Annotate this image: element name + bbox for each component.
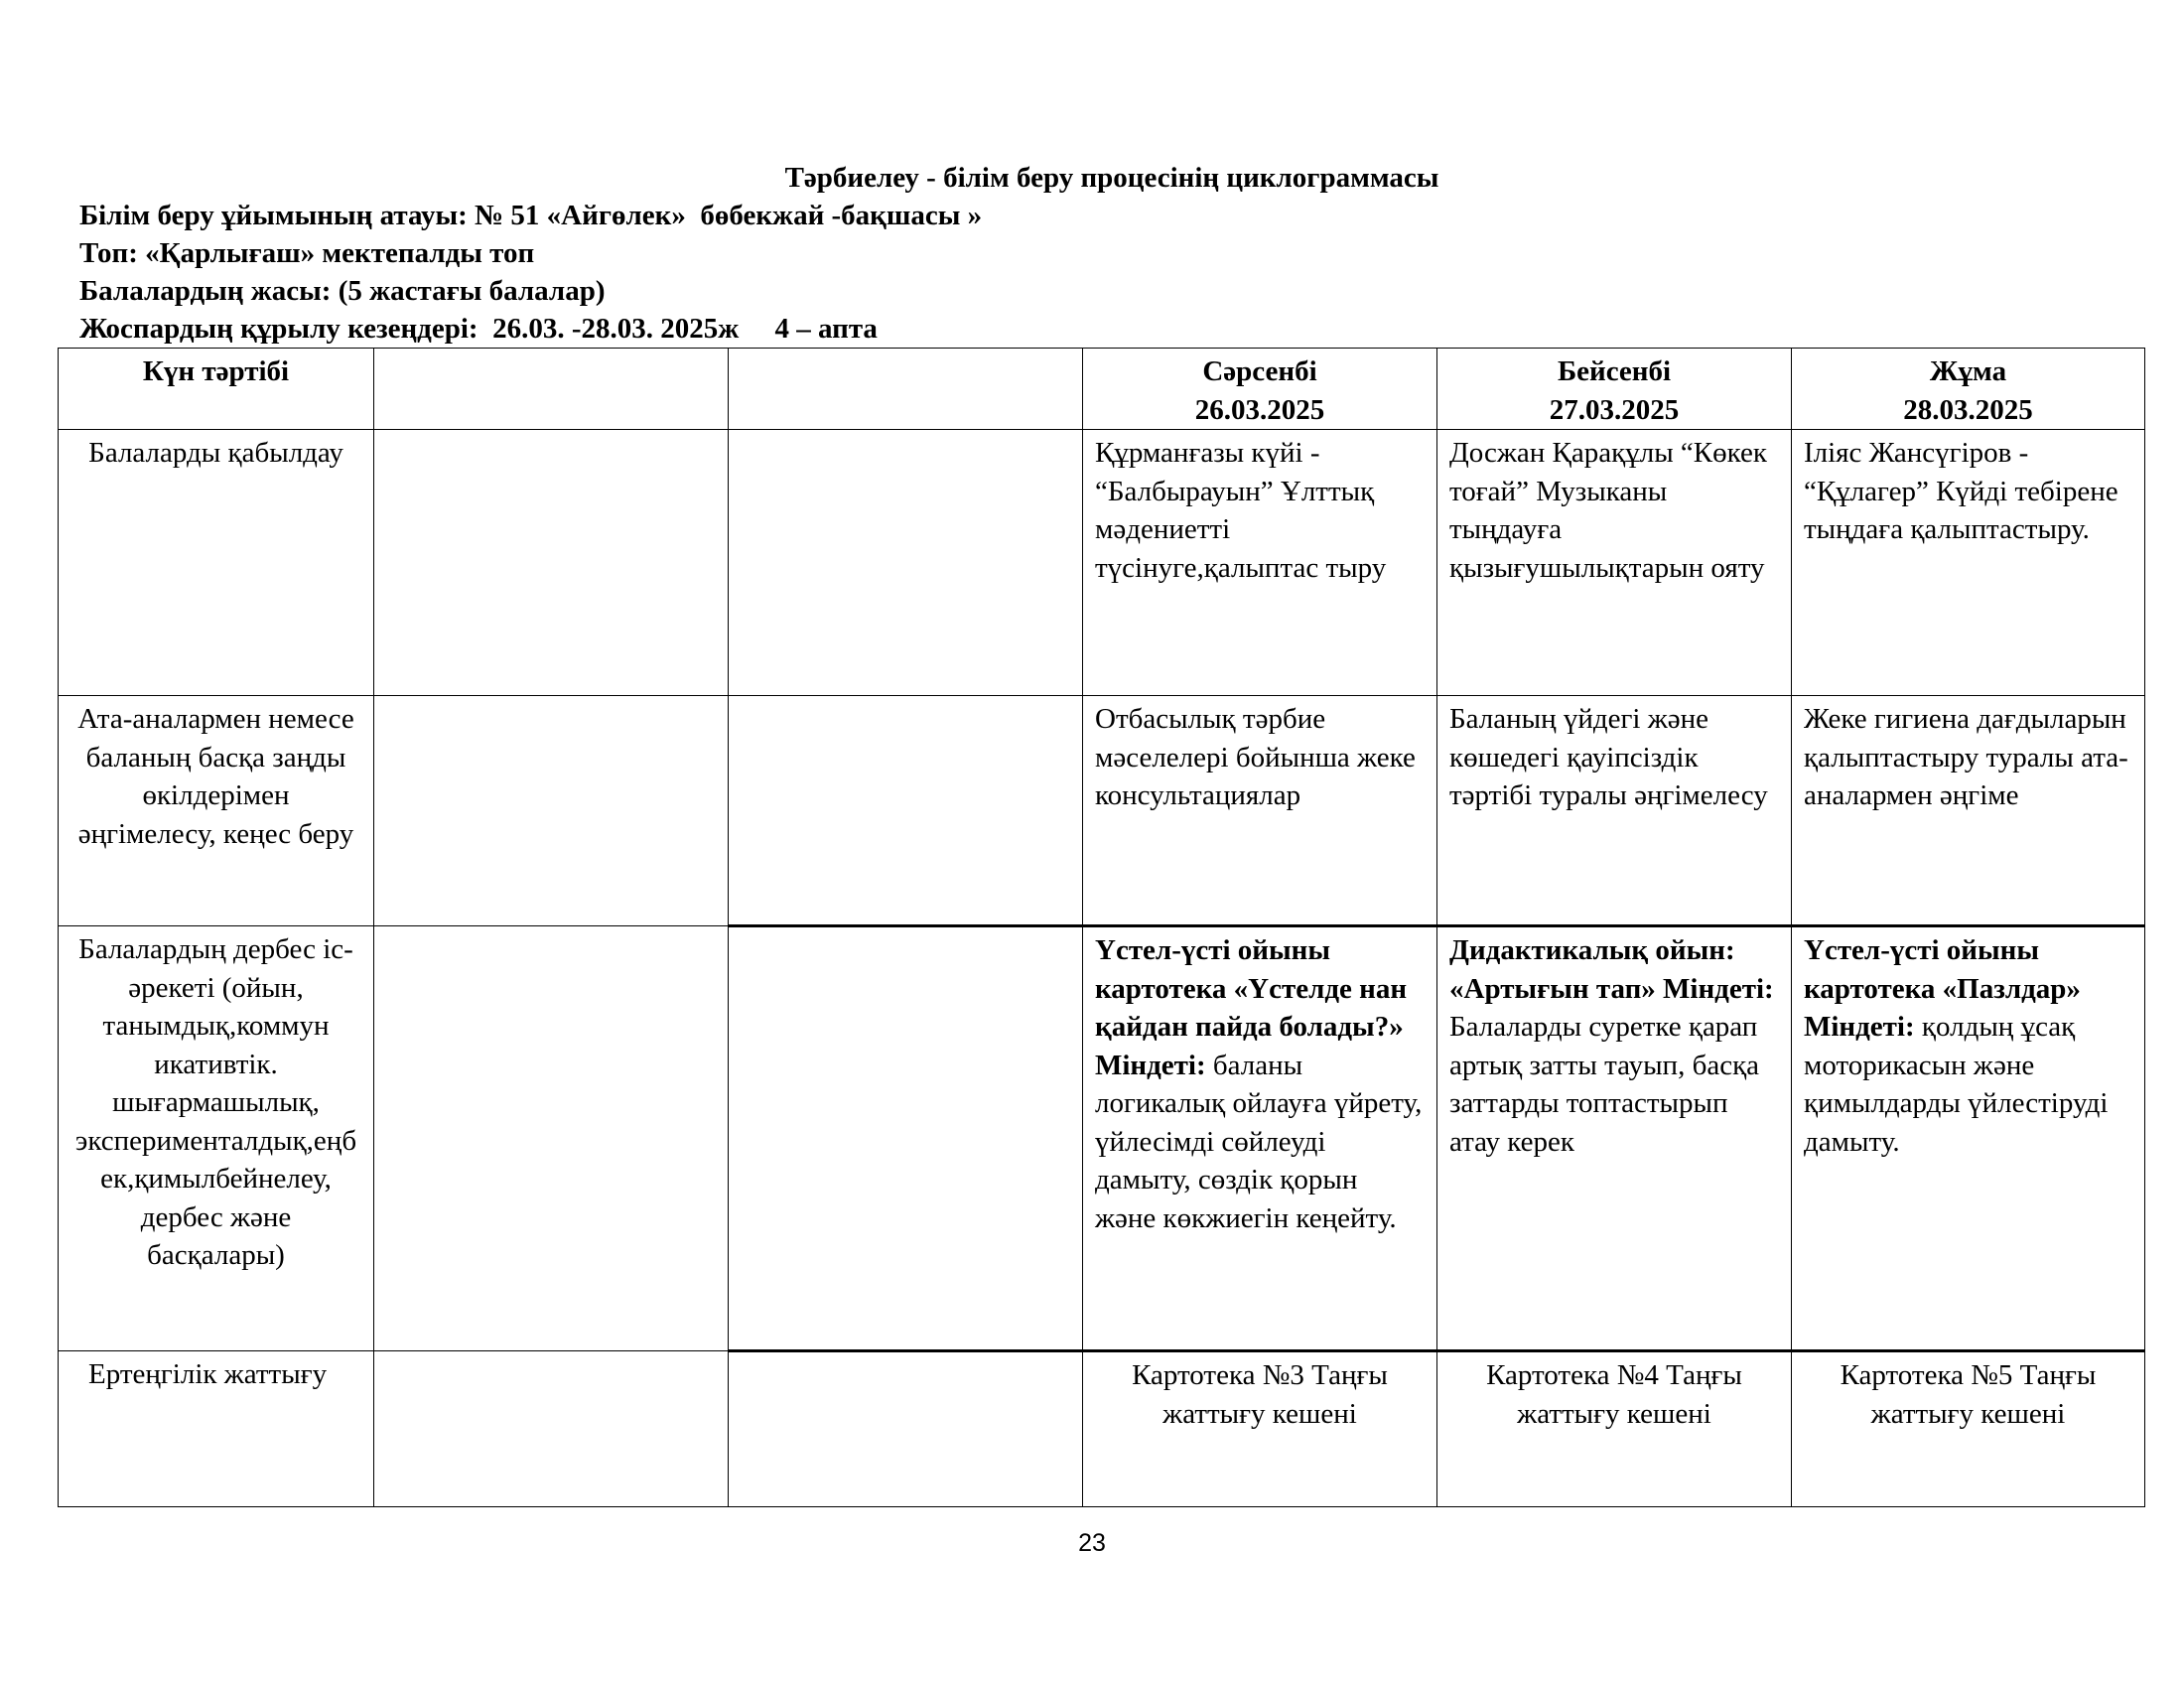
day-date: 28.03.2025 (1903, 393, 2033, 426)
table-header-row (59, 349, 2145, 430)
table-row (59, 926, 2145, 1351)
header-empty-2 (729, 349, 1083, 430)
row-label: Ата-аналармен немесе баланың басқа заңды өкілдерімен әңгімелесу, кеңес беру (59, 696, 374, 926)
task-label: Міндеті: (1095, 1049, 1206, 1081)
group-name: Топ: «Қарлығаш» мектепалды топ (79, 237, 535, 269)
cell-friday: Картотека №5 Таңғы жаттығу кешені (1792, 1351, 2145, 1507)
plan-period: Жоспардың құрылу кезеңдері: 26.03. -28.03. 2025ж 4 – апта (79, 313, 878, 345)
task-text: Балаларды суретке қарап артық затты тауып, басқа заттарды топтастырып атау керек (1449, 1011, 1760, 1158)
cell-thursday: Досжан Қарақұлы “Көкек тоғай” Музыканы тыңдауға қызығушылықтарын ояту (1437, 430, 1792, 696)
activity-title: Үстел-үсті ойыны картотека «Пазлдар» (1804, 934, 2081, 1005)
cell-wednesday: Картотека №3 Таңғы жаттығу кешені (1083, 1351, 1437, 1507)
day-name: Сәрсенбі (1202, 355, 1317, 387)
table-row (59, 696, 2145, 926)
cyclogram-table (58, 348, 2145, 1507)
page-number: 23 (1078, 1529, 1106, 1557)
cell-thursday: Баланың үйдегі және көшедегі қауіпсіздік тәртібі туралы әңгімелесу (1437, 696, 1792, 926)
empty-cell (374, 1351, 729, 1507)
cell-friday: Іліяс Жансүгіров - “Құлагер” Күйді тебірене тыңдаға қалыптастыру. (1792, 430, 2145, 696)
day-date: 27.03.2025 (1549, 393, 1680, 426)
header-day-wednesday (1083, 349, 1437, 430)
day-name: Бейсенбі (1557, 355, 1672, 387)
header-day-thursday (1437, 349, 1792, 430)
empty-cell (729, 696, 1083, 926)
header-schedule: Күн тәртібі (59, 349, 374, 430)
day-name: Жұма (1929, 355, 2007, 387)
header-empty-1 (374, 349, 729, 430)
empty-cell (729, 926, 1083, 1351)
header-day-friday (1792, 349, 2145, 430)
cell-friday (1792, 926, 2145, 1351)
empty-cell (374, 926, 729, 1351)
task-text: қолдың ұсақ моторикасын және қимылдарды үйлестіруді дамыту. (1804, 1011, 2109, 1158)
cell-thursday (1437, 926, 1792, 1351)
day-date: 26.03.2025 (1194, 393, 1325, 426)
document-header (79, 159, 2144, 348)
task-label: Міндеті: (1804, 1011, 1915, 1043)
table-row (59, 1351, 2145, 1507)
table-row (59, 430, 2145, 696)
cell-friday: Жеке гигиена дағдыларын қалыптастыру туралы ата-аналармен әңгіме (1792, 696, 2145, 926)
empty-cell (374, 696, 729, 926)
empty-cell (729, 1351, 1083, 1507)
cell-thursday: Картотека №4 Таңғы жаттығу кешені (1437, 1351, 1792, 1507)
cell-wednesday: Құрманғазы күйі - “Балбырауын” Ұлттық мәдениетті түсінуге,қалыптас тыру (1083, 430, 1437, 696)
empty-cell (729, 430, 1083, 696)
cell-wednesday: Отбасылық тәрбие мәселелері бойынша жеке консультациялар (1083, 696, 1437, 926)
activity-title: Дидактикалық ойын: «Артығын тап» (1449, 934, 1735, 1005)
children-age: Балалардың жасы: (5 жастағы балалар) (79, 275, 606, 307)
cell-wednesday (1083, 926, 1437, 1351)
row-label: Балалардың дербес іс-әрекеті (ойын, танымдық,коммун икативтік. шығармашылық, эксперименталдық,еңбек,қимылбейнелеу, дербес және басқалары) (59, 926, 374, 1351)
activity-title: Үстел-үсті ойыны картотека «Үстелде нан қайдан пайда болады?» (1095, 934, 1408, 1043)
task-text: баланы логикалық ойлауға үйрету, үйлесімді сөйлеуді дамыту, сөздік қорын және көкжиегін кеңейту. (1095, 1049, 1423, 1234)
empty-cell (374, 430, 729, 696)
organization-name: Білім беру ұйымының атауы: № 51 «Айгөлек» бөбекжай -бақшасы » (79, 200, 983, 231)
task-label: Міндеті: (1663, 972, 1774, 1005)
document-title: Тәрбиелеу - білім беру процесінің циклограммасы (784, 162, 1439, 194)
row-label: Ертеңгілік жаттығу (59, 1351, 374, 1507)
row-label: Балаларды қабылдау (59, 430, 374, 696)
